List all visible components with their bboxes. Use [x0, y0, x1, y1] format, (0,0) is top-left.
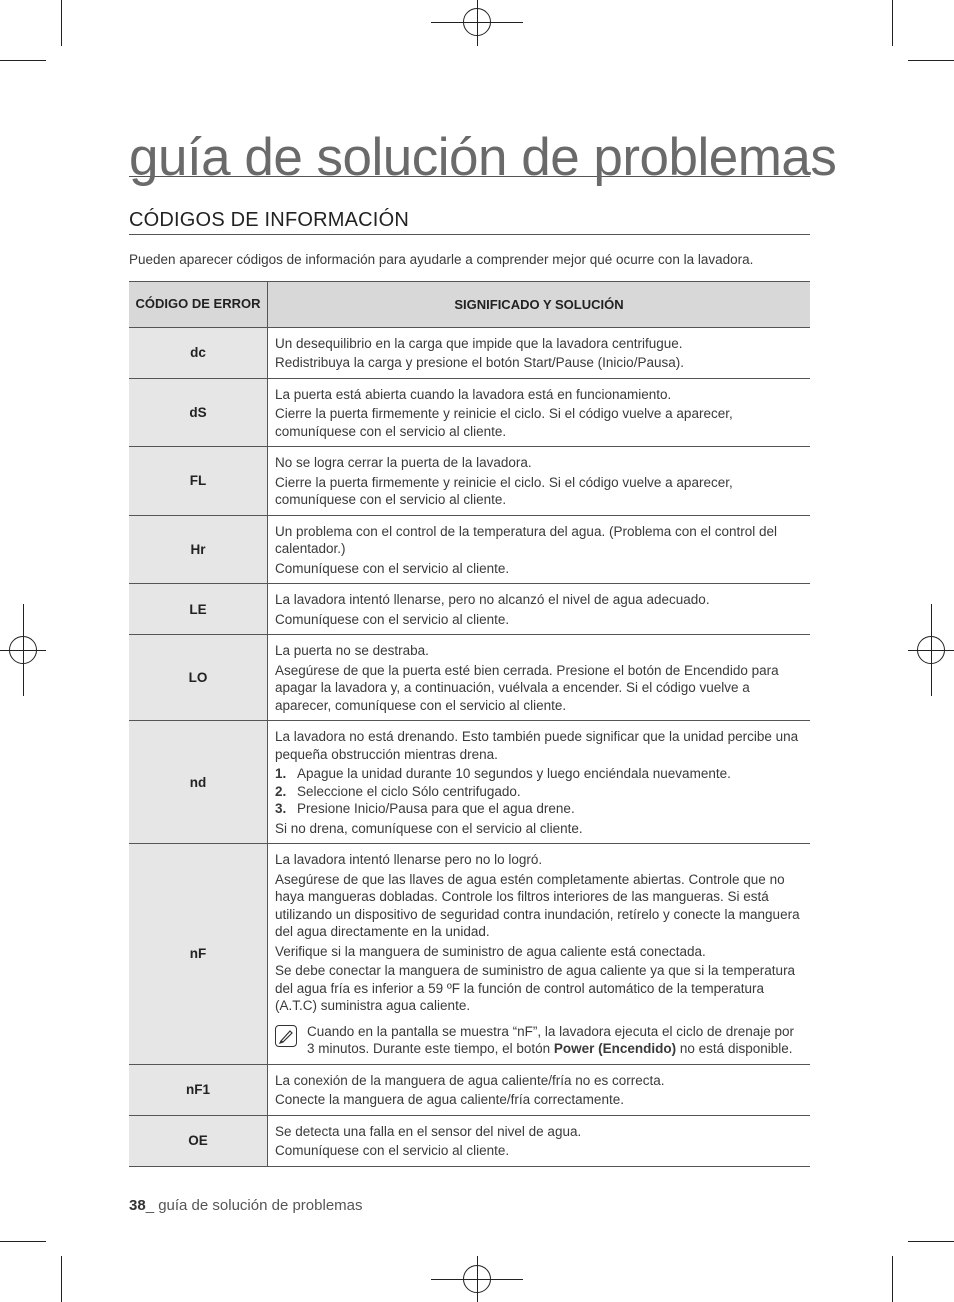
- error-code: nF1: [129, 1064, 268, 1115]
- error-code: dc: [129, 327, 268, 378]
- description-line: Un problema con el control de la temperatura del agua. (Problema con el control del calentador.): [275, 523, 778, 557]
- step-item: [275, 783, 804, 801]
- section-title: CÓDIGOS DE INFORMACIÓN: [129, 209, 810, 235]
- crop-mark: [61, 0, 62, 46]
- error-code: nd: [129, 721, 268, 844]
- error-description: [268, 721, 811, 844]
- page-footer: [129, 1197, 363, 1214]
- error-code: OE: [129, 1115, 268, 1166]
- table-row: [129, 721, 810, 844]
- page-content: [129, 128, 837, 1167]
- power-button-label: Power (Encendido): [553, 1041, 677, 1057]
- description-line: Cierre la puerta firmemente y reinicie el ciclo. Si el código vuelve a aparecer, comuníquese con el servicio al cliente.: [275, 474, 733, 508]
- description-line: No se logra cerrar la puerta de la lavadora.: [275, 455, 532, 471]
- error-code: dS: [129, 378, 268, 447]
- step-number: 3.: [275, 801, 287, 817]
- header-code: CÓDIGO DE ERROR: [129, 281, 268, 327]
- description-line: La conexión de la manguera de agua caliente/fría no es correcta.: [275, 1072, 665, 1088]
- error-code: FL: [129, 447, 268, 516]
- table-row: [129, 584, 810, 635]
- section-intro: Pueden aparecer códigos de información para ayudarle a comprender mejor qué ocurre con la lavadora.: [129, 251, 754, 267]
- error-code: nF: [129, 844, 268, 1065]
- description-line: Se debe conectar la manguera de suministro de agua caliente ya que si la temperatura del agua fría es inferior a 59 ºF la función de control automático de la temperatura (A.T.C) suministra agua caliente.: [275, 963, 796, 1014]
- table-row: [129, 844, 810, 1065]
- description-line: La lavadora no está drenando. Esto también puede significar que la unidad percibe una pequeña obstrucción mientras drena.: [275, 729, 799, 762]
- error-description: [268, 1064, 811, 1115]
- description-line: Se detecta una falla en el sensor del nivel de agua.: [275, 1123, 582, 1139]
- error-description: [268, 378, 811, 447]
- page-number: 38: [129, 1197, 146, 1214]
- header-meaning: SIGNIFICADO Y SOLUCIÓN: [268, 281, 811, 327]
- error-code: LE: [129, 584, 268, 635]
- error-code-table: [129, 281, 810, 1167]
- table-row: [129, 378, 810, 447]
- description-line: Comuníquese con el servicio al cliente.: [275, 1143, 510, 1159]
- note-pencil-icon: [275, 1025, 297, 1047]
- error-description: [268, 844, 811, 1065]
- error-description: [268, 584, 811, 635]
- table-header-row: [129, 281, 810, 327]
- error-description: [268, 327, 811, 378]
- description-line: La puerta no se destraba.: [275, 643, 429, 659]
- table-row: [129, 515, 810, 584]
- description-line: Verifique si la manguera de suministro de agua caliente está conectada.: [275, 943, 706, 959]
- error-code: Hr: [129, 515, 268, 584]
- steps-list: [275, 765, 804, 818]
- description-line: Un desequilibrio en la carga que impide que la lavadora centrifugue.: [275, 335, 683, 351]
- description-line: Comuníquese con el servicio al cliente.: [275, 560, 510, 576]
- crop-mark: [0, 1241, 46, 1242]
- error-description: [268, 635, 811, 721]
- table-row: [129, 327, 810, 378]
- description-line: Comuníquese con el servicio al cliente.: [275, 611, 510, 627]
- description-line: Cierre la puerta firmemente y reinicie el ciclo. Si el código vuelve a aparecer, comuníquese con el servicio al cliente.: [275, 406, 733, 439]
- step-number: 2.: [275, 783, 287, 799]
- description-line: La lavadora intentó llenarse pero no lo logró.: [275, 852, 543, 868]
- footer-text: _ guía de solución de problemas: [145, 1197, 363, 1214]
- note-text: Cuando en la pantalla se muestra “nF”, la lavadora ejecuta el ciclo de drenaje por 3 minutos. Durante este tiempo, el botón Power (Encendido) no está disponible.: [307, 1023, 795, 1057]
- error-description: [268, 515, 811, 584]
- crop-mark: [892, 1256, 893, 1302]
- step-text: Seleccione el ciclo Sólo centrifugado.: [297, 783, 521, 799]
- description-line: Si no drena, comuníquese con el servicio al cliente.: [275, 820, 583, 836]
- table-row: [129, 1064, 810, 1115]
- step-item: [275, 800, 804, 818]
- table-row: [129, 635, 810, 721]
- error-description: [268, 1115, 811, 1166]
- description-line: Conecte la manguera de agua caliente/fría correctamente.: [275, 1092, 624, 1108]
- table-row: [129, 447, 810, 516]
- table-row: [129, 1115, 810, 1166]
- description-line: Redistribuya la carga y presione el botón Start/Pause (Inicio/Pausa).: [275, 355, 684, 371]
- error-code: LO: [129, 635, 268, 721]
- crop-mark: [61, 1256, 62, 1302]
- step-text: Presione Inicio/Pausa para que el agua drene.: [297, 801, 575, 817]
- crop-mark: [892, 0, 893, 46]
- description-line: La puerta está abierta cuando la lavadora está en funcionamiento.: [275, 386, 672, 402]
- step-number: 1.: [275, 766, 287, 782]
- description-line: Asegúrese de que la puerta esté bien cerrada. Presione el botón de Encendido para apagar la lavadora y, a continuación, vuélvala a encender. Si el código vuelve a aparecer, comuníquese con el servicio al cliente.: [275, 662, 779, 713]
- crop-mark: [0, 60, 46, 61]
- step-text: Apague la unidad durante 10 segundos y luego enciéndala nuevamente.: [297, 766, 731, 782]
- step-item: [275, 765, 804, 783]
- note-box: [275, 1023, 804, 1058]
- error-description: [268, 447, 811, 516]
- page-title: guía de solución de problemas: [129, 128, 837, 187]
- description-line: Asegúrese de que las llaves de agua estén completamente abiertas. Controle que no haya mangueras dobladas. Controle los filtros interiores de las mangueras. Si está utilizando un dispositivo de seguridad contra inundación, retírelo y conecte la manguera del agua directamente en la unidad.: [275, 871, 800, 940]
- crop-mark: [908, 60, 954, 61]
- crop-mark: [908, 1241, 954, 1242]
- description-line: La lavadora intentó llenarse, pero no alcanzó el nivel de agua adecuado.: [275, 592, 710, 608]
